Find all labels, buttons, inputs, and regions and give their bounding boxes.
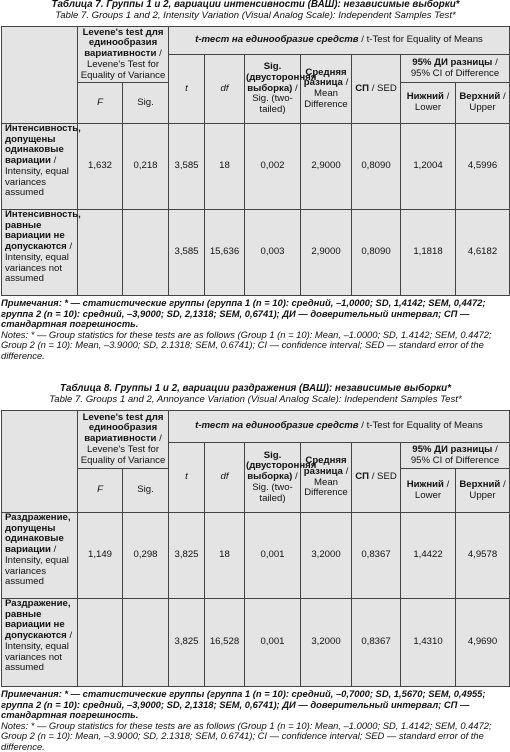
table-row — [2, 599, 510, 687]
table-8-notes — [1, 687, 510, 752]
table-7-notes — [1, 296, 510, 361]
note-ru: Примечания: * — статистические группы (группа 1 (n = 10): средний, –0,7000; SD, 1,5670; SEM, 0,4955; группа 2 (n = 10): средний, –3,9000; SD, 2,1318; SEM, 0,6741); ДИ — доверительный интервал; СП — стандартная погрешность. — [1, 688, 486, 721]
cell-lower: 1,4422 — [401, 513, 456, 599]
upper-header: Верхний / Upper — [456, 469, 510, 513]
cell-sig: 0,218 — [123, 124, 169, 210]
note-ru: Примечания: * — статистические группы (группа 1 (n = 10): средний, –1,0000; SD, 1,4142; SEM, 0,4472; группа 2 (n = 10): средний, –3,9000; SD, 2,1318; SEM, 0,6741); ДИ — доверительный интервал; СП — стандартная погрешность. — [1, 297, 486, 330]
df-header: df — [205, 443, 245, 513]
cell-df: 18 — [205, 124, 245, 210]
cell-f — [78, 599, 123, 687]
cell-f: 1,632 — [78, 124, 123, 210]
sig-header: Sig. — [123, 469, 169, 513]
sig2-header: Sig. (двусторонняя выборка) / Sig. (two-tailed) — [245, 443, 301, 513]
caption-en: Table 7. Groups 1 and 2, Annoyance Variation (Visual Analog Scale): Independent Samples Test* — [49, 393, 462, 405]
cell-lower: 1,2004 — [401, 124, 456, 210]
f-header: F — [78, 83, 123, 124]
upper-header: Верхний / Upper — [456, 83, 510, 124]
cell-sig2: 0,001 — [245, 513, 301, 599]
corner-cell — [2, 411, 78, 513]
row-header: Интенсивность, допущены одинаковые вариации / Intensity, equal variances assumed — [2, 124, 78, 210]
cell-lower: 1,4310 — [401, 599, 456, 687]
cell-upper: 4,9690 — [456, 599, 510, 687]
cell-t: 3,825 — [169, 513, 205, 599]
cell-sig2: 0,001 — [245, 599, 301, 687]
cell-upper: 4,9578 — [456, 513, 510, 599]
cell-sig — [123, 599, 169, 687]
table-row — [2, 124, 510, 210]
cell-f: 1,149 — [78, 513, 123, 599]
t-header: t — [169, 55, 205, 124]
cell-t: 3,585 — [169, 210, 205, 296]
mean-header: Средняя разница / Mean Difference — [301, 443, 352, 513]
sig2-header: Sig. (двусторонняя выборка) / Sig. (two-tailed) — [245, 55, 301, 124]
sed-header: СП / SED — [352, 55, 401, 124]
table-row — [2, 513, 510, 599]
table-8 — [1, 410, 510, 687]
note-en: Notes: * — Group statistics for these tests are as follows (Group 1 (n = 10): Mean, –1.0000; SD, 1.4142; SEM, 0.4472; Group 2 (n = 10): Mean, –3.9000; SD, 2.1318; SEM, 0.6741); CI — confidence interval; SED — standard error of the difference. — [1, 719, 492, 752]
cell-sed: 0,8367 — [352, 599, 401, 687]
cell-sig2: 0,002 — [245, 124, 301, 210]
ttest-header: t-тест на единообразие средств / t-Test for Equality of Means — [169, 411, 510, 443]
sig-header: Sig. — [123, 83, 169, 124]
f-header: F — [78, 469, 123, 513]
caption-ru: Таблица 7. Группы 1 и 2, вариации интенсивности (ВАШ): независимые выборки* — [51, 0, 460, 10]
caption-en: Table 7. Groups 1 and 2, Intensity Variation (Visual Analog Scale): Independent Samples Test* — [55, 9, 456, 21]
cell-upper: 4,6182 — [456, 210, 510, 296]
levene-header: Levene's test для единообразия вариативности / Levene's Test for Equality of Variance — [78, 411, 169, 469]
cell-mean: 2,9000 — [301, 210, 352, 296]
cell-sed: 0,8090 — [352, 210, 401, 296]
corner-cell — [2, 27, 78, 124]
table-7 — [1, 26, 510, 296]
cell-mean: 3,2000 — [301, 599, 352, 687]
mean-header: Средняя разница / Mean Difference — [301, 55, 352, 124]
cell-sed: 0,8090 — [352, 124, 401, 210]
levene-header: Levene's test для единообразия вариативности / Levene's Test for Equality of Variance — [78, 27, 169, 83]
cell-lower: 1,1818 — [401, 210, 456, 296]
lower-header: Нижний / Lower — [401, 469, 456, 513]
cell-sig — [123, 210, 169, 296]
ttest-header: t-тест на единообразие средств / t-Test for Equality of Means — [169, 27, 510, 55]
ci-header: 95% ДИ разницы / 95% CI of Difference — [401, 443, 510, 469]
caption-ru: Таблица 8. Группы 1 и 2, вариации раздражения (ВАШ): независимые выборки* — [60, 383, 451, 394]
cell-df: 18 — [205, 513, 245, 599]
sed-header: СП / SED — [352, 443, 401, 513]
cell-sig2: 0,003 — [245, 210, 301, 296]
cell-t: 3,825 — [169, 599, 205, 687]
df-header: df — [205, 55, 245, 124]
row-header: Раздражение, допущены одинаковые вариации / Intensity, equal variances assumed — [2, 513, 78, 599]
cell-t: 3,585 — [169, 124, 205, 210]
cell-f — [78, 210, 123, 296]
row-header: Интенсивность, равные вариации не допускаются / Intensity, equal variances not assumed — [2, 210, 78, 296]
lower-header: Нижний / Lower — [401, 83, 456, 124]
table-row — [2, 210, 510, 296]
t-header: t — [169, 443, 205, 513]
table-8-caption — [1, 382, 510, 410]
ci-header: 95% ДИ разницы / 95% CI of Difference — [401, 55, 510, 83]
cell-mean: 3,2000 — [301, 513, 352, 599]
cell-df: 16,528 — [205, 599, 245, 687]
cell-sig: 0,298 — [123, 513, 169, 599]
table-8-block — [1, 382, 510, 752]
cell-mean: 2,9000 — [301, 124, 352, 210]
cell-df: 15,636 — [205, 210, 245, 296]
cell-upper: 4,5996 — [456, 124, 510, 210]
table-7-caption — [1, 0, 510, 26]
cell-sed: 0,8367 — [352, 513, 401, 599]
table-7-block — [1, 0, 510, 382]
row-header: Раздражение, равные вариации не допускаются / Intensity, equal variances not assumed — [2, 599, 78, 687]
note-en: Notes: * — Group statistics for these tests are as follows (Group 1 (n = 10): Mean, –1.0000; SD, 1.4142; SEM, 0.4472; Group 2 (n = 10): Mean, –3.9000; SD, 2.1318; SEM, 0.6741); CI — confidence interval; SED — standard error of the difference. — [1, 328, 492, 361]
